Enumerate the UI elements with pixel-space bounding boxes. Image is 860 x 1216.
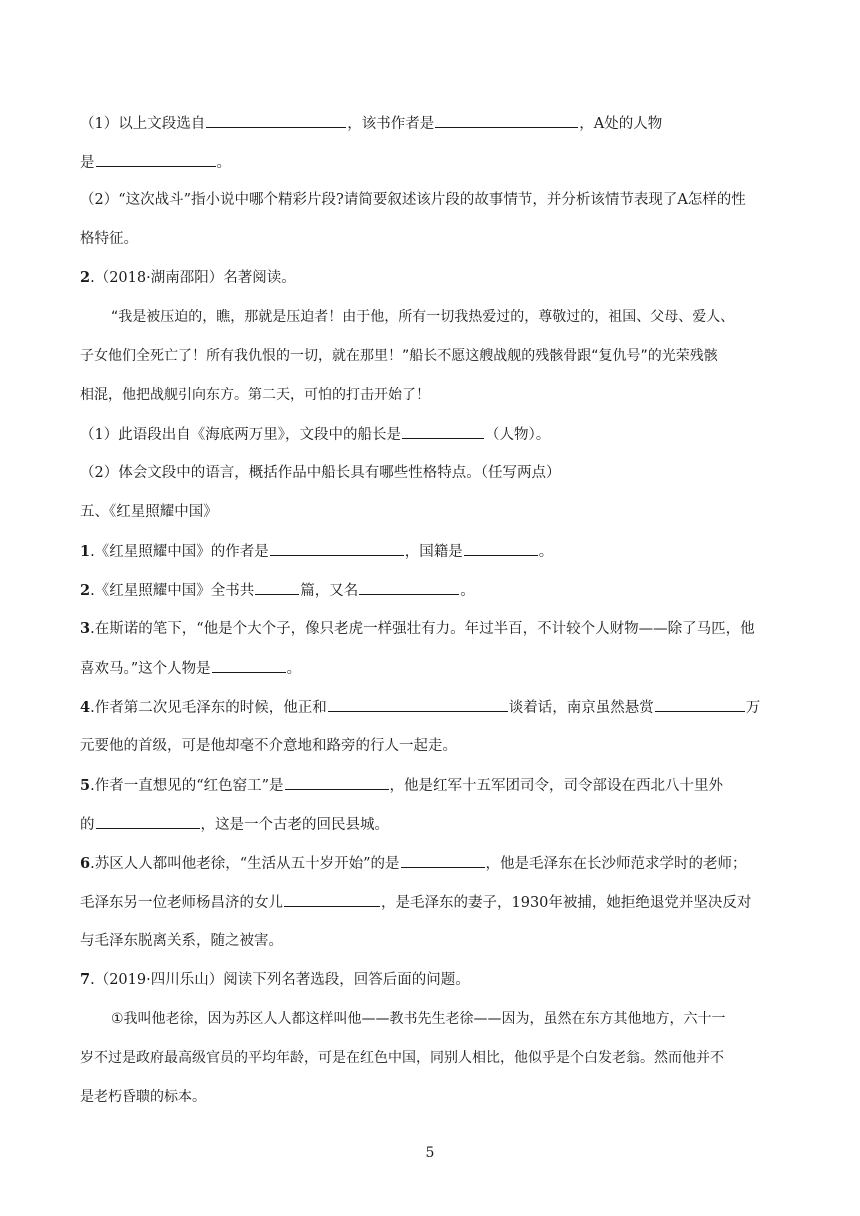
answer-blank[interactable] bbox=[402, 424, 484, 439]
text: 谈着话，南京虽然悬赏 bbox=[508, 700, 654, 716]
answer-blank[interactable] bbox=[206, 113, 346, 128]
question-5-2 bbox=[80, 580, 475, 601]
passage-line: “我是被压迫的，瞧，那就是压迫者！由于他，所有一切我热爱过的，尊敬过的，祖国、父母、爱人、 bbox=[111, 309, 735, 325]
question-5-5 bbox=[80, 775, 723, 796]
question-5-6-cont2: 与毛泽东脱离关系，随之被害。 bbox=[80, 933, 283, 949]
question-number: 6 bbox=[80, 855, 91, 872]
question-2-2: （2）体会文段中的语言，概括作品中船长具有哪些性格特点。（任写两点） bbox=[80, 465, 561, 481]
text: ，国籍是 bbox=[404, 544, 463, 560]
answer-blank[interactable] bbox=[270, 541, 404, 556]
question-5-1 bbox=[80, 541, 553, 562]
answer-blank[interactable] bbox=[328, 697, 508, 712]
question-5-3 bbox=[80, 619, 755, 639]
text: 的 bbox=[80, 817, 95, 833]
question-number: 2 bbox=[80, 269, 91, 286]
text: .在斯诺的笔下，“他是个大个子，像只老虎一样强壮有力。年过半百，不计较个人财物——除了马匹，他 bbox=[90, 621, 755, 637]
text: .《红星照耀中国》的作者是 bbox=[90, 544, 269, 560]
text: 篇，又名 bbox=[300, 583, 359, 599]
text: 。 bbox=[538, 544, 554, 560]
question-2-1 bbox=[80, 424, 550, 445]
answer-blank[interactable] bbox=[401, 853, 485, 868]
question-number: 2 bbox=[80, 582, 91, 599]
text: 毛泽东另一位老师杨昌济的女儿 bbox=[80, 895, 283, 911]
question-1-2: （2）“这次战斗”指小说中哪个精彩片段?请简要叙述该片段的故事情节，并分析该情节表现了A怎样的性 bbox=[80, 192, 746, 208]
passage-line: 子女他们全死亡了！所有我仇恨的一切，就在那里！”船长不愿这艘战舰的残骸骨跟“复仇号”的光荣残骸 bbox=[80, 348, 718, 364]
text: 喜欢马。”这个人物是 bbox=[80, 661, 211, 677]
question-5-4 bbox=[80, 697, 760, 718]
question-5-7-header bbox=[80, 970, 470, 990]
answer-blank[interactable] bbox=[255, 580, 299, 595]
text: 是 bbox=[80, 155, 95, 171]
text: ，这是一个古老的回民县城。 bbox=[200, 817, 389, 833]
text: .苏区人人都叫他老徐，“生活从五十岁开始”的是 bbox=[90, 856, 400, 872]
text: ，是毛泽东的妻子，1930年被捕，她拒绝退党并坚决反对 bbox=[381, 895, 752, 911]
section-heading: 五、《红星照耀中国》 bbox=[80, 504, 218, 520]
text: （人物）。 bbox=[484, 427, 551, 443]
text: （1）以上文段选自 bbox=[80, 116, 206, 132]
answer-blank[interactable] bbox=[435, 113, 578, 128]
answer-blank[interactable] bbox=[359, 580, 459, 595]
text: .（2018·湖南邵阳）名著阅读。 bbox=[90, 270, 296, 286]
answer-blank[interactable] bbox=[655, 697, 745, 712]
passage-line: 相混，他把战舰引向东方。第二天，可怕的打击开始了！ bbox=[80, 387, 430, 403]
question-5-4-cont: 元要他的首级，可是他却毫不介意地和路旁的行人一起走。 bbox=[80, 738, 457, 754]
passage-line: 岁不过是政府最高级官员的平均年龄，可是在红色中国，同别人相比，他似乎是个白发老翁。然而他并不 bbox=[80, 1050, 724, 1066]
text: .（2019·四川乐山）阅读下列名著选段，回答后面的问题。 bbox=[90, 972, 470, 988]
text: ，A处的人物 bbox=[579, 116, 663, 132]
answer-blank[interactable] bbox=[285, 775, 389, 790]
answer-blank[interactable] bbox=[464, 541, 538, 556]
question-number: 4 bbox=[80, 699, 91, 716]
text: ，他是毛泽东在长沙师范求学时的老师； bbox=[485, 856, 747, 872]
question-5-6-cont bbox=[80, 892, 751, 913]
text: .《红星照耀中国》全书共 bbox=[90, 583, 255, 599]
text: .作者第二次见毛泽东的时候，他正和 bbox=[90, 700, 327, 716]
page-number: 5 bbox=[425, 1145, 435, 1161]
question-2-header bbox=[80, 268, 296, 288]
text: ，该书作者是 bbox=[347, 116, 435, 132]
question-1-1-cont bbox=[80, 152, 231, 173]
text: .作者一直想见的“红色窑工”是 bbox=[90, 778, 284, 794]
answer-blank[interactable] bbox=[284, 892, 380, 907]
question-1-1 bbox=[80, 113, 662, 134]
question-number: 7 bbox=[80, 971, 91, 988]
question-number: 1 bbox=[80, 543, 91, 560]
answer-blank[interactable] bbox=[96, 152, 216, 167]
passage-line: 是老朽昏聩的标本。 bbox=[80, 1089, 206, 1105]
text: 。 bbox=[460, 583, 475, 599]
text: 。 bbox=[286, 661, 302, 677]
answer-blank[interactable] bbox=[212, 658, 286, 673]
answer-blank[interactable] bbox=[96, 814, 200, 829]
question-number: 3 bbox=[80, 620, 91, 637]
passage-line: ①我叫他老徐，因为苏区人人都这样叫他——教书先生老徐——因为，虽然在东方其他地方，六十一 bbox=[111, 1011, 726, 1027]
question-5-6 bbox=[80, 853, 747, 874]
question-5-3-cont bbox=[80, 658, 301, 679]
text: 。 bbox=[216, 155, 231, 171]
text: 万 bbox=[745, 700, 761, 716]
text: ，他是红军十五军团司令，司令部设在西北八十里外 bbox=[389, 778, 724, 794]
text: （1）此语段出自《海底两万里》，文段中的船长是 bbox=[80, 427, 401, 443]
question-5-5-cont bbox=[80, 814, 389, 835]
question-number: 5 bbox=[80, 777, 91, 794]
question-1-2-cont: 格特征。 bbox=[80, 231, 138, 247]
